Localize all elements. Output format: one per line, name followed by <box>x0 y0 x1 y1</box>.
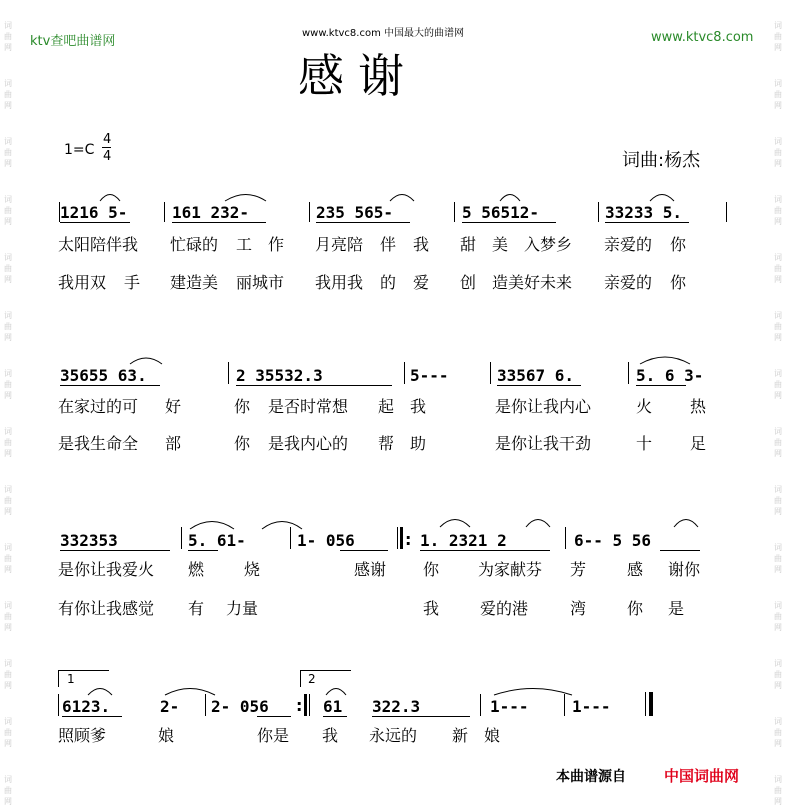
watermark-text: 词曲网 <box>4 485 12 516</box>
slur <box>440 520 470 528</box>
lyric-verse2: 是我生命全 <box>58 434 139 453</box>
lyric-verse1: 你 <box>670 235 687 254</box>
lyric-verse1: 烧 <box>244 560 261 579</box>
lyric-verse1: 美 <box>492 235 509 254</box>
lyric-verse1: 新 <box>452 726 469 745</box>
measure-notes: 6123. <box>62 697 111 716</box>
repeat-dots-end: : <box>296 696 303 715</box>
measure-notes: 5 56512- <box>462 203 540 222</box>
lyric-verse1: 你 <box>234 397 251 416</box>
credit-composer: 词曲:杨杰 <box>622 150 701 171</box>
lyric-verse2: 帮 <box>378 434 395 453</box>
lyric-verse2: 我用我 <box>315 273 364 292</box>
measure-notes: 6-- 5 56 <box>574 531 652 550</box>
measure-notes: 235 565- <box>316 203 394 222</box>
watermark-text: 词曲网 <box>4 79 12 110</box>
lyric-verse2: 湾 <box>570 599 587 618</box>
lyric-verse2: 爱 <box>413 273 430 292</box>
lyric-verse2: 力量 <box>226 599 259 618</box>
lyric-verse2: 部 <box>165 434 182 453</box>
lyric-verse2: 我 <box>423 599 440 618</box>
site-name-left: ktv查吧曲谱网 <box>30 34 116 49</box>
slur <box>130 358 162 364</box>
watermark-text: 词曲网 <box>774 79 782 110</box>
watermark-text: 词曲网 <box>774 137 782 168</box>
measure-notes: 35655 63. <box>60 366 147 385</box>
lyric-verse2: 有你让我感觉 <box>58 599 155 618</box>
key-signature: 1=C <box>64 142 95 158</box>
measure-notes: 161 232- <box>172 203 250 222</box>
measure-notes: 5--- <box>410 366 449 385</box>
lyric-verse1: 永远的 <box>369 726 418 745</box>
lyric-verse1: 在家过的可 <box>58 397 139 416</box>
watermark-text: 词曲网 <box>4 659 12 690</box>
measure-notes: 2 35532.3 <box>236 366 323 385</box>
watermark-text: 词曲网 <box>774 717 782 748</box>
slur <box>500 195 520 202</box>
lyric-verse2: 是你让我干劲 <box>495 434 592 453</box>
lyric-verse1: 为家献芬 <box>478 560 543 579</box>
lyric-verse1: 是你让我内心 <box>495 397 592 416</box>
measure-notes: 1. 2321 2 <box>420 531 507 550</box>
lyric-verse2: 是我内心的 <box>268 434 349 453</box>
watermark-text: 词曲网 <box>4 311 12 342</box>
measure-notes: 1--- <box>572 697 611 716</box>
measure-notes: 5. 6 3- <box>636 366 704 385</box>
lyric-verse2: 亲爱的 <box>604 273 653 292</box>
watermark-text: 词曲网 <box>774 311 782 342</box>
watermark-text: 词曲网 <box>774 659 782 690</box>
watermark-text: 词曲网 <box>4 543 12 574</box>
lyric-verse1: 感谢 <box>354 560 387 579</box>
measure-notes: 33233 5. <box>605 203 683 222</box>
slur <box>262 522 302 530</box>
slur <box>88 689 112 696</box>
lyric-verse1: 我 <box>413 235 430 254</box>
lyric-verse2: 足 <box>690 434 707 453</box>
lyric-verse1: 照顾爹 <box>58 726 107 745</box>
lyric-verse1: 芳 <box>570 560 587 579</box>
watermark-text: 词曲网 <box>774 369 782 400</box>
slur <box>326 689 346 696</box>
watermark-text: 词曲网 <box>774 485 782 516</box>
measure-notes: 2- <box>160 697 180 716</box>
lyric-verse1: 亲爱的 <box>604 235 653 254</box>
lyric-verse1: 是你让我爱火 <box>58 560 155 579</box>
slur <box>390 195 414 202</box>
watermark-text: 词曲网 <box>774 601 782 632</box>
slur <box>100 195 120 202</box>
watermark-text: 词曲网 <box>4 195 12 226</box>
lyric-verse1: 热 <box>690 397 707 416</box>
lyric-verse1: 你是 <box>257 726 290 745</box>
measure-notes: 1--- <box>490 697 529 716</box>
lyric-verse1: 你 <box>423 560 440 579</box>
lyric-verse2: 的 <box>380 273 397 292</box>
slur <box>225 195 266 202</box>
volta-number-1: 1 <box>67 672 75 686</box>
measure-notes: 332353 <box>60 531 118 550</box>
site-banner-center: www.ktvc8.com 中国最大的曲谱网 <box>302 28 465 39</box>
watermark-text: 词曲网 <box>774 543 782 574</box>
slur <box>640 357 690 364</box>
measure-notes: 2- 056 <box>211 697 269 716</box>
lyric-verse2: 你 <box>670 273 687 292</box>
lyric-verse2: 是 <box>668 599 685 618</box>
lyric-verse2: 建造美 <box>170 273 219 292</box>
watermark-text: 词曲网 <box>774 21 782 52</box>
lyric-verse1: 感 <box>627 560 644 579</box>
watermark-text: 词曲网 <box>4 369 12 400</box>
lyric-verse2: 造美好未来 <box>492 273 573 292</box>
slur <box>674 520 698 528</box>
measure-notes: 61 <box>323 697 343 716</box>
watermark-text: 词曲网 <box>774 195 782 226</box>
lyric-verse1: 好 <box>165 397 182 416</box>
lyric-verse2: 助 <box>410 434 427 453</box>
watermark-text: 词曲网 <box>774 427 782 458</box>
watermark-text: 词曲网 <box>4 775 12 806</box>
lyric-verse2: 创 <box>460 273 477 292</box>
lyric-verse1: 谢你 <box>668 560 701 579</box>
measure-notes: 1216 5- <box>60 203 128 222</box>
lyric-verse1: 娘 <box>158 726 175 745</box>
lyric-verse1: 燃 <box>188 560 205 579</box>
lyric-verse2: 十 <box>636 434 653 453</box>
song-title: 感谢 <box>298 49 418 103</box>
site-url-right: www.ktvc8.com <box>651 30 754 45</box>
lyric-verse1: 我 <box>410 397 427 416</box>
watermark-text: 词曲网 <box>4 137 12 168</box>
watermark-text: 词曲网 <box>774 253 782 284</box>
lyric-verse1: 火 <box>636 397 653 416</box>
lyric-verse1: 娘 <box>484 726 501 745</box>
time-signature-bottom: 4 <box>103 149 112 164</box>
watermark-text: 词曲网 <box>4 601 12 632</box>
lyric-verse1: 月亮陪 <box>315 235 364 254</box>
watermark-text: 词曲网 <box>4 717 12 748</box>
repeat-dots-start: : <box>405 530 412 549</box>
measure-notes: 33567 6. <box>497 366 575 385</box>
source-label: 本曲谱源自 <box>556 769 626 785</box>
source-site-name: 中国词曲网 <box>664 767 740 785</box>
lyric-verse2: 爱的港 <box>480 599 529 618</box>
lyric-verse2: 我用双 <box>58 273 107 292</box>
watermark-text: 词曲网 <box>4 253 12 284</box>
lyric-verse1: 太阳陪伴我 <box>58 235 139 254</box>
slur <box>494 689 572 696</box>
slur <box>190 522 234 530</box>
time-signature-top: 4 <box>103 132 112 147</box>
lyric-verse1: 伴 <box>380 235 397 254</box>
lyric-verse1: 忙碌的 <box>170 235 219 254</box>
lyric-verse2: 有 <box>188 599 205 618</box>
lyric-verse1: 甜 <box>460 235 477 254</box>
measure-notes: 1- 056 <box>297 531 355 550</box>
lyric-verse1: 工 <box>236 235 253 254</box>
volta-number-2: 2 <box>308 672 316 686</box>
watermark-text: 词曲网 <box>4 427 12 458</box>
slur <box>526 520 550 528</box>
lyric-verse1: 起 <box>378 397 395 416</box>
lyric-verse1: 入梦乡 <box>524 235 573 254</box>
measure-notes: 322.3 <box>372 697 421 716</box>
lyric-verse1: 我 <box>322 726 339 745</box>
lyric-verse2: 你 <box>234 434 251 453</box>
lyric-verse2: 丽城市 <box>236 273 285 292</box>
lyric-verse2: 手 <box>124 273 141 292</box>
slur <box>165 689 215 696</box>
measure-notes: 5. 61- <box>188 531 246 550</box>
lyric-verse1: 作 <box>268 235 285 254</box>
watermark-text: 词曲网 <box>774 775 782 806</box>
lyric-verse2: 你 <box>627 599 644 618</box>
lyric-verse1: 是否时常想 <box>268 397 349 416</box>
slur <box>650 195 674 202</box>
watermark-text: 词曲网 <box>4 21 12 52</box>
